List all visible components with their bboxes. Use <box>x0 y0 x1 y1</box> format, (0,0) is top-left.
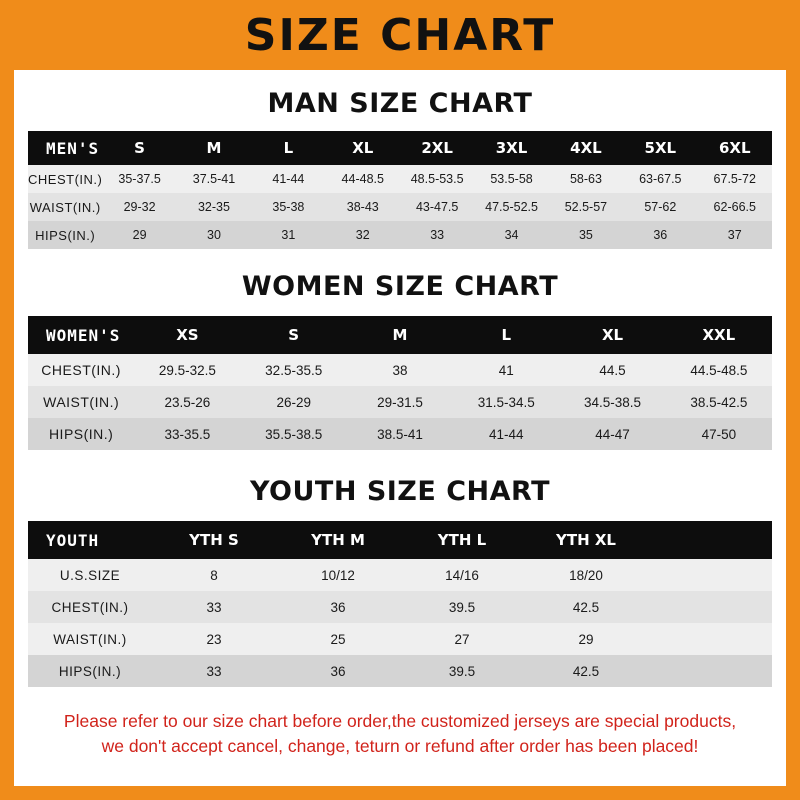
women-size-xl: XL <box>559 316 665 354</box>
man-size-table <box>28 131 772 249</box>
table-row <box>28 221 772 249</box>
man-hips-4xl: 35 <box>549 221 623 249</box>
bottom-accent-strip <box>0 786 800 800</box>
women-waist-xxl: 38.5-42.5 <box>666 386 772 418</box>
page-title: SIZE CHART <box>244 9 556 61</box>
man-hips-s: 29 <box>102 221 176 249</box>
women-hips-m: 38.5-41 <box>347 418 453 450</box>
youth-chest-s: 33 <box>152 591 276 623</box>
man-waist-4xl: 52.5-57 <box>549 193 623 221</box>
youth-section-title: YOUTH SIZE CHART <box>249 476 551 507</box>
youth-row-label-chest: CHEST(IN.) <box>28 591 152 623</box>
man-hips-6xl: 37 <box>698 221 772 249</box>
youth-ussize-m: 10/12 <box>276 559 400 591</box>
man-hips-3xl: 34 <box>474 221 548 249</box>
youth-size-table <box>28 521 772 687</box>
man-row-label-chest: CHEST(IN.) <box>28 165 102 193</box>
man-chest-s: 35-37.5 <box>102 165 176 193</box>
chart-content <box>14 88 786 760</box>
man-chest-4xl: 58-63 <box>549 165 623 193</box>
women-header-label: WOMEN'S <box>28 316 134 354</box>
youth-hips-m: 36 <box>276 655 400 687</box>
table-row <box>28 655 772 687</box>
youth-waist-l: 27 <box>400 623 524 655</box>
women-waist-m: 29-31.5 <box>347 386 453 418</box>
women-hips-xs: 33-35.5 <box>134 418 240 450</box>
women-chest-xs: 29.5-32.5 <box>134 354 240 386</box>
table-row <box>28 386 772 418</box>
youth-chest-m: 36 <box>276 591 400 623</box>
women-hips-l: 41-44 <box>453 418 559 450</box>
women-chest-s: 32.5-35.5 <box>241 354 347 386</box>
man-waist-s: 29-32 <box>102 193 176 221</box>
man-row-label-hips: HIPS(IN.) <box>28 221 102 249</box>
women-size-xs: XS <box>134 316 240 354</box>
table-row <box>28 559 772 591</box>
table-row <box>28 418 772 450</box>
women-hips-xl: 44-47 <box>559 418 665 450</box>
youth-size-xl: YTH XL <box>524 521 648 559</box>
man-hips-2xl: 33 <box>400 221 474 249</box>
man-waist-6xl: 62-66.5 <box>698 193 772 221</box>
women-waist-s: 26-29 <box>241 386 347 418</box>
man-size-4xl: 4XL <box>549 131 623 165</box>
youth-waist-m: 25 <box>276 623 400 655</box>
youth-hips-s: 33 <box>152 655 276 687</box>
women-header-row <box>28 316 772 354</box>
man-header-label: MEN'S <box>28 131 102 165</box>
man-hips-xl: 32 <box>326 221 400 249</box>
table-row <box>28 354 772 386</box>
youth-size-s: YTH S <box>152 521 276 559</box>
women-section-title: WOMEN SIZE CHART <box>241 271 559 302</box>
man-chest-l: 41-44 <box>251 165 325 193</box>
youth-row-spacer <box>648 559 772 591</box>
youth-ussize-l: 14/16 <box>400 559 524 591</box>
women-hips-s: 35.5-38.5 <box>241 418 347 450</box>
table-row <box>28 591 772 623</box>
youth-size-m: YTH M <box>276 521 400 559</box>
youth-header-row <box>28 521 772 559</box>
youth-row-spacer <box>648 623 772 655</box>
man-chest-m: 37.5-41 <box>177 165 251 193</box>
man-hips-5xl: 36 <box>623 221 697 249</box>
man-size-3xl: 3XL <box>474 131 548 165</box>
man-waist-xl: 38-43 <box>326 193 400 221</box>
table-row <box>28 623 772 655</box>
man-chest-xl: 44-48.5 <box>326 165 400 193</box>
man-table-body <box>28 131 772 249</box>
man-hips-m: 30 <box>177 221 251 249</box>
page-banner <box>0 0 800 70</box>
youth-row-spacer <box>648 655 772 687</box>
man-size-s: S <box>102 131 176 165</box>
man-waist-2xl: 43-47.5 <box>400 193 474 221</box>
youth-chest-l: 39.5 <box>400 591 524 623</box>
youth-row-spacer <box>648 591 772 623</box>
women-size-m: M <box>347 316 453 354</box>
women-waist-l: 31.5-34.5 <box>453 386 559 418</box>
youth-row-label-waist: WAIST(IN.) <box>28 623 152 655</box>
man-size-l: L <box>251 131 325 165</box>
youth-size-l: YTH L <box>400 521 524 559</box>
man-waist-3xl: 47.5-52.5 <box>474 193 548 221</box>
women-row-label-waist: WAIST(IN.) <box>28 386 134 418</box>
women-chest-xl: 44.5 <box>559 354 665 386</box>
women-chest-l: 41 <box>453 354 559 386</box>
women-hips-xxl: 47-50 <box>666 418 772 450</box>
women-size-xxl: XXL <box>666 316 772 354</box>
youth-header-spacer <box>648 521 772 559</box>
man-waist-l: 35-38 <box>251 193 325 221</box>
table-row <box>28 193 772 221</box>
women-size-table <box>28 316 772 450</box>
man-hips-l: 31 <box>251 221 325 249</box>
footer-note <box>28 709 772 760</box>
man-chest-5xl: 63-67.5 <box>623 165 697 193</box>
women-chest-m: 38 <box>347 354 453 386</box>
man-section-title: MAN SIZE CHART <box>267 88 533 119</box>
youth-ussize-xl: 18/20 <box>524 559 648 591</box>
women-table-body <box>28 316 772 450</box>
man-size-6xl: 6XL <box>698 131 772 165</box>
youth-table-body <box>28 521 772 687</box>
women-chest-xxl: 44.5-48.5 <box>666 354 772 386</box>
man-header-row <box>28 131 772 165</box>
footer-note-line1: Please refer to our size chart before order,the customized jerseys are special products, <box>63 711 737 731</box>
man-row-label-waist: WAIST(IN.) <box>28 193 102 221</box>
youth-hips-xl: 42.5 <box>524 655 648 687</box>
man-waist-m: 32-35 <box>177 193 251 221</box>
man-chest-3xl: 53.5-58 <box>474 165 548 193</box>
man-size-2xl: 2XL <box>400 131 474 165</box>
man-size-xl: XL <box>326 131 400 165</box>
table-row <box>28 165 772 193</box>
youth-chest-xl: 42.5 <box>524 591 648 623</box>
youth-row-label-hips: HIPS(IN.) <box>28 655 152 687</box>
women-size-s: S <box>241 316 347 354</box>
youth-header-label: YOUTH <box>28 521 152 559</box>
women-row-label-chest: CHEST(IN.) <box>28 354 134 386</box>
women-waist-xs: 23.5-26 <box>134 386 240 418</box>
youth-row-label-ussize: U.S.SIZE <box>28 559 152 591</box>
man-size-m: M <box>177 131 251 165</box>
youth-waist-xl: 29 <box>524 623 648 655</box>
youth-hips-l: 39.5 <box>400 655 524 687</box>
youth-waist-s: 23 <box>152 623 276 655</box>
youth-ussize-s: 8 <box>152 559 276 591</box>
man-size-5xl: 5XL <box>623 131 697 165</box>
man-chest-6xl: 67.5-72 <box>698 165 772 193</box>
man-waist-5xl: 57-62 <box>623 193 697 221</box>
man-chest-2xl: 48.5-53.5 <box>400 165 474 193</box>
footer-note-line2: we don't accept cancel, change, teturn or refund after order has been placed! <box>101 736 699 757</box>
women-row-label-hips: HIPS(IN.) <box>28 418 134 450</box>
women-size-l: L <box>453 316 559 354</box>
women-waist-xl: 34.5-38.5 <box>559 386 665 418</box>
